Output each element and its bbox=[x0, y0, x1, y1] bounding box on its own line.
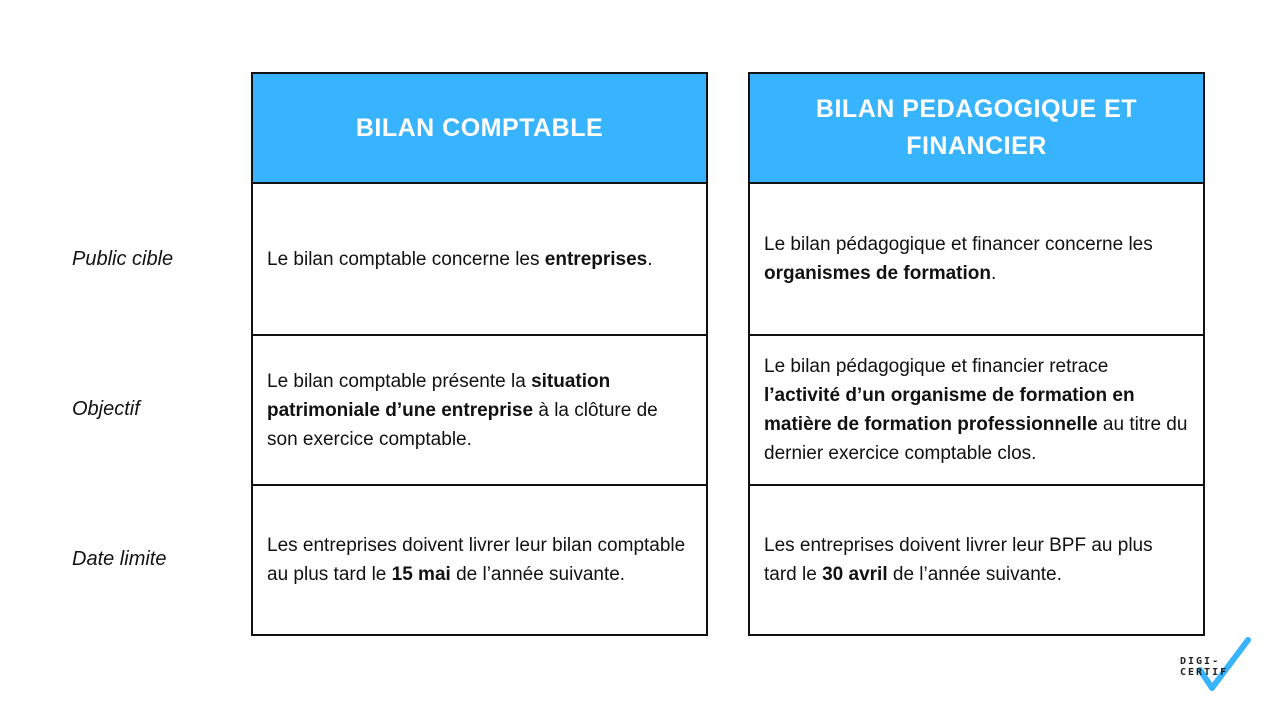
text-segment: Les entreprises doivent livrer leur BPF au plus tard le bbox=[764, 535, 1153, 585]
text-segment: . bbox=[647, 248, 653, 270]
row-label-objectif: Objectif bbox=[72, 398, 140, 420]
cell-objectif bbox=[253, 334, 706, 484]
cell-text bbox=[267, 367, 692, 454]
text-segment: de l’année suivante. bbox=[450, 564, 626, 585]
digi-certif-logo bbox=[1178, 636, 1258, 694]
bold-text: 15 mai bbox=[391, 564, 451, 585]
text-segment: Les entreprises doivent livrer leur bilan comptable au plus tard le bbox=[267, 535, 686, 585]
bold-text: l’activité d’un organisme de formation en matière de formation professionnelle bbox=[764, 385, 1135, 435]
text-segment: Le bilan pédagogique et financer concerne les bbox=[764, 234, 1153, 255]
cell-text bbox=[764, 531, 1189, 589]
text-segment: de l’année suivante. bbox=[887, 564, 1062, 585]
cell-public-cible bbox=[253, 184, 706, 334]
text-segment: . bbox=[991, 263, 997, 284]
cell-public-cible bbox=[750, 184, 1203, 334]
bold-text: entreprises bbox=[544, 248, 648, 270]
cell-date-limite bbox=[253, 484, 706, 634]
bold-text: 30 avril bbox=[822, 564, 888, 585]
bold-text: organismes de formation bbox=[764, 263, 991, 284]
bold-text: situation patrimoniale d’une entreprise bbox=[267, 370, 611, 421]
text-segment: Le bilan comptable concerne les bbox=[267, 248, 545, 270]
text-segment: à la clôture de son exercice comptable. bbox=[267, 399, 658, 450]
cell-text bbox=[764, 230, 1189, 288]
row-label-public-cible: Public cible bbox=[72, 248, 174, 270]
text-segment: Le bilan comptable présente la bbox=[267, 370, 532, 392]
text-segment: au titre du dernier exercice comptable clos. bbox=[764, 414, 1188, 464]
column-bilan-pedagogique bbox=[748, 72, 1205, 636]
cell-objectif bbox=[750, 334, 1203, 484]
row-label-date-limite: Date limite bbox=[72, 548, 167, 570]
column-header: BILAN COMPTABLE bbox=[253, 74, 706, 184]
column-header: BILAN PEDAGOGIQUE ET FINANCIER bbox=[750, 74, 1203, 184]
logo-text: DIGI-CERTIF bbox=[1180, 656, 1229, 678]
cell-text bbox=[267, 531, 692, 589]
cell-date-limite bbox=[750, 484, 1203, 634]
text-segment: Le bilan pédagogique et financier retrace bbox=[764, 356, 1109, 377]
cell-text bbox=[267, 245, 653, 274]
cell-text bbox=[764, 352, 1189, 468]
column-bilan-comptable bbox=[251, 72, 708, 636]
